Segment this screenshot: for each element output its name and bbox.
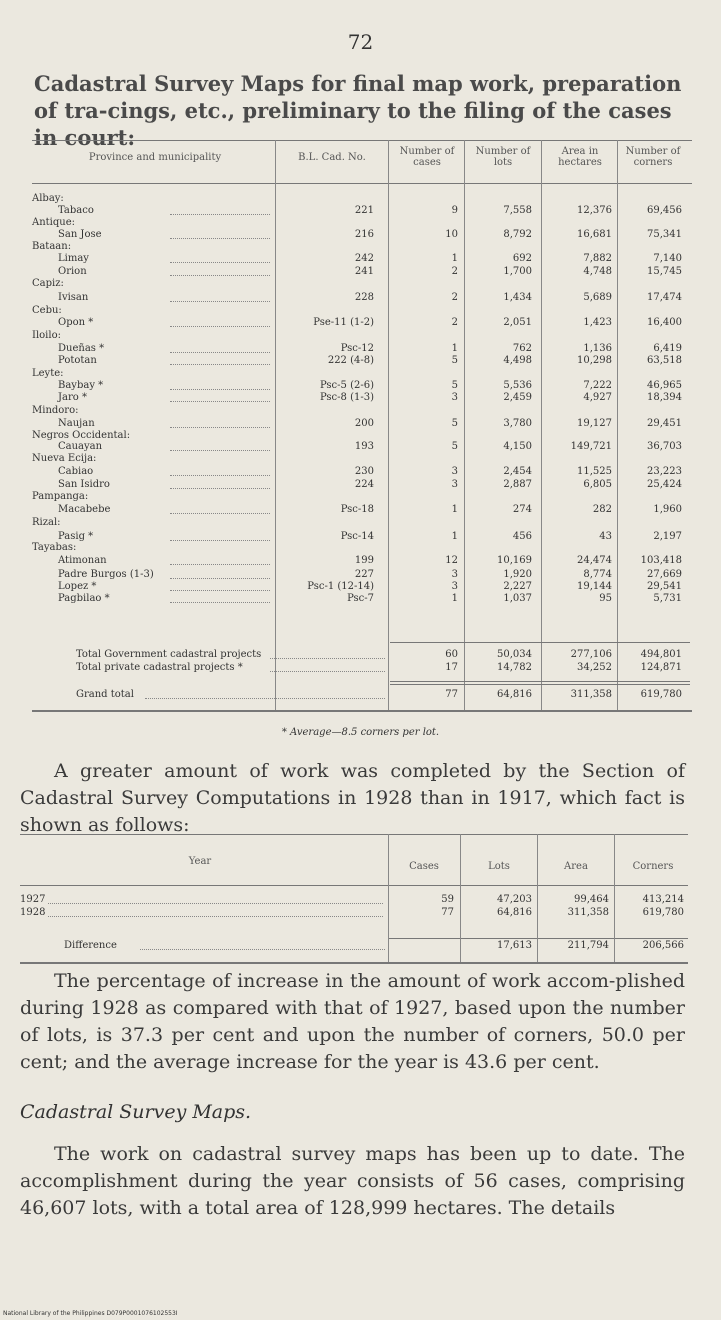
- leader-dots: [170, 427, 270, 428]
- cases-value: 3: [451, 581, 458, 592]
- corners-value: 23,223: [647, 466, 682, 477]
- bl-cad-no: 242: [354, 253, 374, 264]
- lots-value: 762: [512, 343, 532, 354]
- table2-header-rule: [20, 885, 688, 886]
- municipality-label: Orion: [58, 266, 87, 277]
- corners-value: 413,214: [642, 894, 684, 905]
- municipality-label: Cabiao: [58, 466, 94, 477]
- header-corners: Number of corners: [625, 146, 681, 168]
- area-value: 16,681: [577, 229, 612, 240]
- leader-dots: [170, 540, 270, 541]
- leader-dots: [140, 949, 385, 950]
- area-value: 6,805: [583, 479, 612, 490]
- area-value: 7,222: [583, 380, 612, 391]
- leader-dots: [170, 513, 270, 514]
- bl-cad-no: Psc-18: [340, 504, 374, 515]
- municipality-label: Baybay *: [58, 380, 104, 391]
- leader-dots: [48, 916, 383, 917]
- header-province: Province and municipality: [88, 152, 222, 163]
- header-lots: Number of lots: [475, 146, 531, 168]
- area-value: 4,927: [583, 392, 612, 403]
- corners-value: 75,341: [647, 229, 682, 240]
- corners-value: 27,669: [647, 569, 682, 580]
- total-corners: 124,871: [640, 662, 682, 673]
- municipality-label: Naujan: [58, 418, 95, 429]
- col-divider: [388, 834, 389, 962]
- province-label: Iloilo:: [32, 330, 61, 341]
- bl-cad-no: Psc-14: [340, 531, 374, 542]
- lots-value: 7,558: [503, 205, 532, 216]
- lots-value: 4,150: [503, 441, 532, 452]
- header-cases: Cases: [409, 861, 439, 872]
- area-value: 149,721: [570, 441, 612, 452]
- municipality-label: Padre Burgos (1-3): [58, 569, 154, 580]
- leader-dots: [170, 488, 270, 489]
- leader-dots: [170, 602, 270, 603]
- corners-value: 46,965: [647, 380, 682, 391]
- library-credit: National Library of the Philippines D079P0001076102553I: [3, 1310, 178, 1317]
- area-value: 24,474: [577, 555, 612, 566]
- table2-diff-rule: [388, 938, 688, 939]
- bl-cad-no: 222 (4-8): [327, 355, 374, 366]
- leader-dots: [170, 275, 270, 276]
- cases-value: 2: [451, 292, 458, 303]
- bl-cad-no: 230: [354, 466, 374, 477]
- total-label: Total Government cadastral projects: [76, 649, 262, 660]
- lots-value: 4,498: [503, 355, 532, 366]
- difference-label: Difference: [64, 940, 117, 951]
- col-divider: [388, 140, 389, 710]
- cases-value: 5: [451, 380, 458, 391]
- area-value: 19,144: [577, 581, 612, 592]
- bl-cad-no: 193: [354, 441, 374, 452]
- difference-corners: 206,566: [642, 940, 684, 951]
- province-label: Capiz:: [32, 278, 64, 289]
- header-year: Year: [188, 856, 212, 867]
- header-area: Area: [564, 861, 588, 872]
- lots-value: 1,920: [503, 569, 532, 580]
- corners-value: 15,745: [647, 266, 682, 277]
- cases-value: 2: [451, 266, 458, 277]
- lots-value: 1,037: [503, 593, 532, 604]
- lots-value: 1,700: [503, 266, 532, 277]
- bl-cad-no: Psc-7: [347, 593, 374, 604]
- paragraph: A greater amount of work was completed by the Section of Cadastral Survey Computations in 1928 than in 1917, which fact is shown as follows:: [20, 760, 685, 836]
- lots-value: 3,780: [503, 418, 532, 429]
- bl-cad-no: Psc-1 (12-14): [307, 581, 374, 592]
- area-value: 282: [592, 504, 612, 515]
- paragraph: The work on cadastral survey maps has been up to date. The accomplishment during the year consists of 56 cases, comprising 46,607 lots, with a total area of 128,999 hectares. The details: [20, 1143, 685, 1219]
- bl-cad-no: 224: [354, 479, 374, 490]
- municipality-label: Lopez *: [58, 581, 97, 592]
- table1-bottom-rule: [32, 710, 692, 712]
- cases-value: 1: [451, 593, 458, 604]
- total-rule: [390, 642, 690, 643]
- lots-value: 2,227: [503, 581, 532, 592]
- leader-dots: [170, 214, 270, 215]
- area-value: 5,689: [583, 292, 612, 303]
- province-label: Negros Occidental:: [32, 430, 131, 441]
- table2-bottom-rule: [20, 962, 688, 964]
- bl-cad-no: Pse-11 (1-2): [313, 317, 374, 328]
- total-area: 277,106: [570, 649, 612, 660]
- leader-dots: [170, 238, 270, 239]
- area-value: 10,298: [577, 355, 612, 366]
- header-lots: Lots: [488, 861, 510, 872]
- lots-value: 456: [512, 531, 532, 542]
- total-lots: 50,034: [497, 649, 532, 660]
- municipality-label: Atimonan: [58, 555, 107, 566]
- corners-value: 5,731: [653, 593, 682, 604]
- cases-value: 1: [451, 343, 458, 354]
- province-label: Tayabas:: [32, 542, 77, 553]
- header-corners: Corners: [632, 861, 674, 872]
- area-value: 95: [599, 593, 612, 604]
- lots-value: 47,203: [497, 894, 532, 905]
- leader-dots: [170, 389, 270, 390]
- municipality-label: Limay: [58, 253, 89, 264]
- lots-value: 10,169: [497, 555, 532, 566]
- paragraph: The percentage of increase in the amount of work accom-plished during 1928 as compared with that of 1927, based upon the number of lots, is 37.3 per cent and upon the number of corners, 50.0 per cent; and the average increase for the year is 43.6 per cent.: [20, 970, 685, 1073]
- leader-dots: [170, 401, 270, 402]
- col-divider: [614, 834, 615, 962]
- table2-top-rule: [20, 834, 688, 835]
- municipality-label: Pagbilao *: [58, 593, 110, 604]
- province-label: Leyte:: [32, 368, 64, 379]
- province-label: Mindoro:: [32, 405, 79, 416]
- total-cases: 17: [445, 662, 458, 673]
- cases-value: 59: [441, 894, 454, 905]
- area-value: 19,127: [577, 418, 612, 429]
- leader-dots: [145, 698, 385, 699]
- corners-value: 25,424: [647, 479, 682, 490]
- leader-dots: [48, 903, 383, 904]
- cases-value: 1: [451, 504, 458, 515]
- cases-value: 2: [451, 317, 458, 328]
- table-heading: Cadastral Survey Maps for final map work, preparation of tra-cings, etc., preliminary to the filing of the cases in court:: [34, 71, 682, 150]
- cases-value: 1: [451, 253, 458, 264]
- header-bl: B.L. Cad. No.: [298, 152, 366, 163]
- leader-dots: [170, 578, 270, 579]
- cases-value: 12: [445, 555, 458, 566]
- bl-cad-no: Psc-12: [340, 343, 374, 354]
- corners-value: 29,451: [647, 418, 682, 429]
- leader-dots: [170, 301, 270, 302]
- col-divider: [275, 140, 276, 710]
- section-title: Cadastral Survey Maps.: [20, 1101, 252, 1123]
- table1-header-rule: [32, 183, 692, 184]
- bl-cad-no: 216: [354, 229, 374, 240]
- province-label: Cebu:: [32, 305, 62, 316]
- leader-dots: [170, 326, 270, 327]
- municipality-label: Macabebe: [58, 504, 111, 515]
- grand-total-corners: 619,780: [640, 689, 682, 700]
- cases-value: 5: [451, 441, 458, 452]
- leader-dots: [170, 364, 270, 365]
- corners-value: 63,518: [647, 355, 682, 366]
- corners-value: 69,456: [647, 205, 682, 216]
- municipality-label: San Isidro: [58, 479, 110, 490]
- total-lots: 14,782: [497, 662, 532, 673]
- lots-value: 8,792: [503, 229, 532, 240]
- area-value: 7,882: [583, 253, 612, 264]
- col-divider: [464, 140, 465, 710]
- col-divider: [537, 834, 538, 962]
- bl-cad-no: Psc-8 (1-3): [319, 392, 374, 403]
- municipality-label: San Jose: [58, 229, 102, 240]
- bl-cad-no: 199: [354, 555, 374, 566]
- municipality-label: Opon *: [58, 317, 94, 328]
- cases-value: 5: [451, 355, 458, 366]
- area-value: 1,423: [583, 317, 612, 328]
- leader-dots: [170, 590, 270, 591]
- leader-dots: [170, 262, 270, 263]
- corners-value: 29,541: [647, 581, 682, 592]
- difference-lots: 17,613: [497, 940, 532, 951]
- total-area: 34,252: [577, 662, 612, 673]
- cases-value: 9: [451, 205, 458, 216]
- cases-value: 5: [451, 418, 458, 429]
- bl-cad-no: Psc-5 (2-6): [319, 380, 374, 391]
- total-cases: 60: [445, 649, 458, 660]
- cases-value: 1: [451, 531, 458, 542]
- corners-value: 1,960: [653, 504, 682, 515]
- municipality-label: Pasig *: [58, 531, 94, 542]
- page-number: 72: [347, 30, 374, 54]
- corners-value: 36,703: [647, 441, 682, 452]
- corners-value: 17,474: [647, 292, 682, 303]
- col-divider: [541, 140, 542, 710]
- header-area: Area in hectares: [558, 146, 602, 168]
- grand-total-cases: 77: [445, 689, 458, 700]
- corners-value: 103,418: [640, 555, 682, 566]
- municipality-label: Cauayan: [58, 441, 103, 452]
- cases-value: 3: [451, 569, 458, 580]
- bl-cad-no: 221: [354, 205, 374, 216]
- province-label: Albay:: [32, 193, 64, 204]
- cases-value: 77: [441, 907, 454, 918]
- leader-dots: [170, 450, 270, 451]
- grand-total-area: 311,358: [570, 689, 612, 700]
- lots-value: 274: [512, 504, 532, 515]
- corners-value: 619,780: [642, 907, 684, 918]
- difference-area: 211,794: [567, 940, 609, 951]
- province-label: Pampanga:: [32, 491, 89, 502]
- bl-cad-no: 200: [354, 418, 374, 429]
- cases-value: 3: [451, 392, 458, 403]
- municipality-label: Dueñas *: [58, 343, 105, 354]
- total-label: Total private cadastral projects *: [76, 662, 243, 673]
- area-value: 12,376: [577, 205, 612, 216]
- province-label: Nueva Ecija:: [32, 453, 97, 464]
- bl-cad-no: 241: [354, 266, 374, 277]
- lots-value: 64,816: [497, 907, 532, 918]
- bl-cad-no: 228: [354, 292, 374, 303]
- leader-dots: [270, 658, 385, 659]
- province-label: Rizal:: [32, 517, 61, 528]
- province-label: Bataan:: [32, 241, 72, 252]
- cases-value: 3: [451, 466, 458, 477]
- municipality-label: Pototan: [58, 355, 97, 366]
- year-label: 1928: [20, 907, 46, 918]
- footnote: * Average—8.5 corners per lot.: [281, 727, 440, 738]
- year-label: 1927: [20, 894, 46, 905]
- lots-value: 692: [512, 253, 532, 264]
- lots-value: 5,536: [503, 380, 532, 391]
- municipality-label: Tabaco: [58, 205, 94, 216]
- header-cases: Number of cases: [399, 146, 455, 168]
- area-value: 99,464: [574, 894, 609, 905]
- area-value: 43: [599, 531, 612, 542]
- leader-dots: [170, 352, 270, 353]
- corners-value: 6,419: [653, 343, 682, 354]
- leader-dots: [270, 671, 385, 672]
- lots-value: 2,051: [503, 317, 532, 328]
- leader-dots: [170, 475, 270, 476]
- area-value: 8,774: [583, 569, 612, 580]
- cases-value: 3: [451, 479, 458, 490]
- area-value: 1,136: [583, 343, 612, 354]
- grand-total-label: Grand total: [76, 689, 134, 700]
- cases-value: 10: [445, 229, 458, 240]
- total-rule: [390, 681, 690, 682]
- lots-value: 2,454: [503, 466, 532, 477]
- leader-dots: [170, 564, 270, 565]
- corners-value: 18,394: [647, 392, 682, 403]
- lots-value: 2,887: [503, 479, 532, 490]
- col-divider: [460, 834, 461, 962]
- total-corners: 494,801: [640, 649, 682, 660]
- corners-value: 7,140: [653, 253, 682, 264]
- total-rule: [390, 684, 690, 685]
- corners-value: 16,400: [647, 317, 682, 328]
- area-value: 311,358: [567, 907, 609, 918]
- province-label: Antique:: [32, 217, 76, 228]
- lots-value: 1,434: [503, 292, 532, 303]
- table1-top-rule: [32, 140, 692, 141]
- bl-cad-no: 227: [354, 569, 374, 580]
- corners-value: 2,197: [653, 531, 682, 542]
- grand-total-lots: 64,816: [497, 689, 532, 700]
- municipality-label: Ivisan: [58, 292, 89, 303]
- area-value: 11,525: [577, 466, 612, 477]
- area-value: 4,748: [583, 266, 612, 277]
- lots-value: 2,459: [503, 392, 532, 403]
- municipality-label: Jaro *: [58, 392, 87, 403]
- col-divider: [617, 140, 618, 710]
